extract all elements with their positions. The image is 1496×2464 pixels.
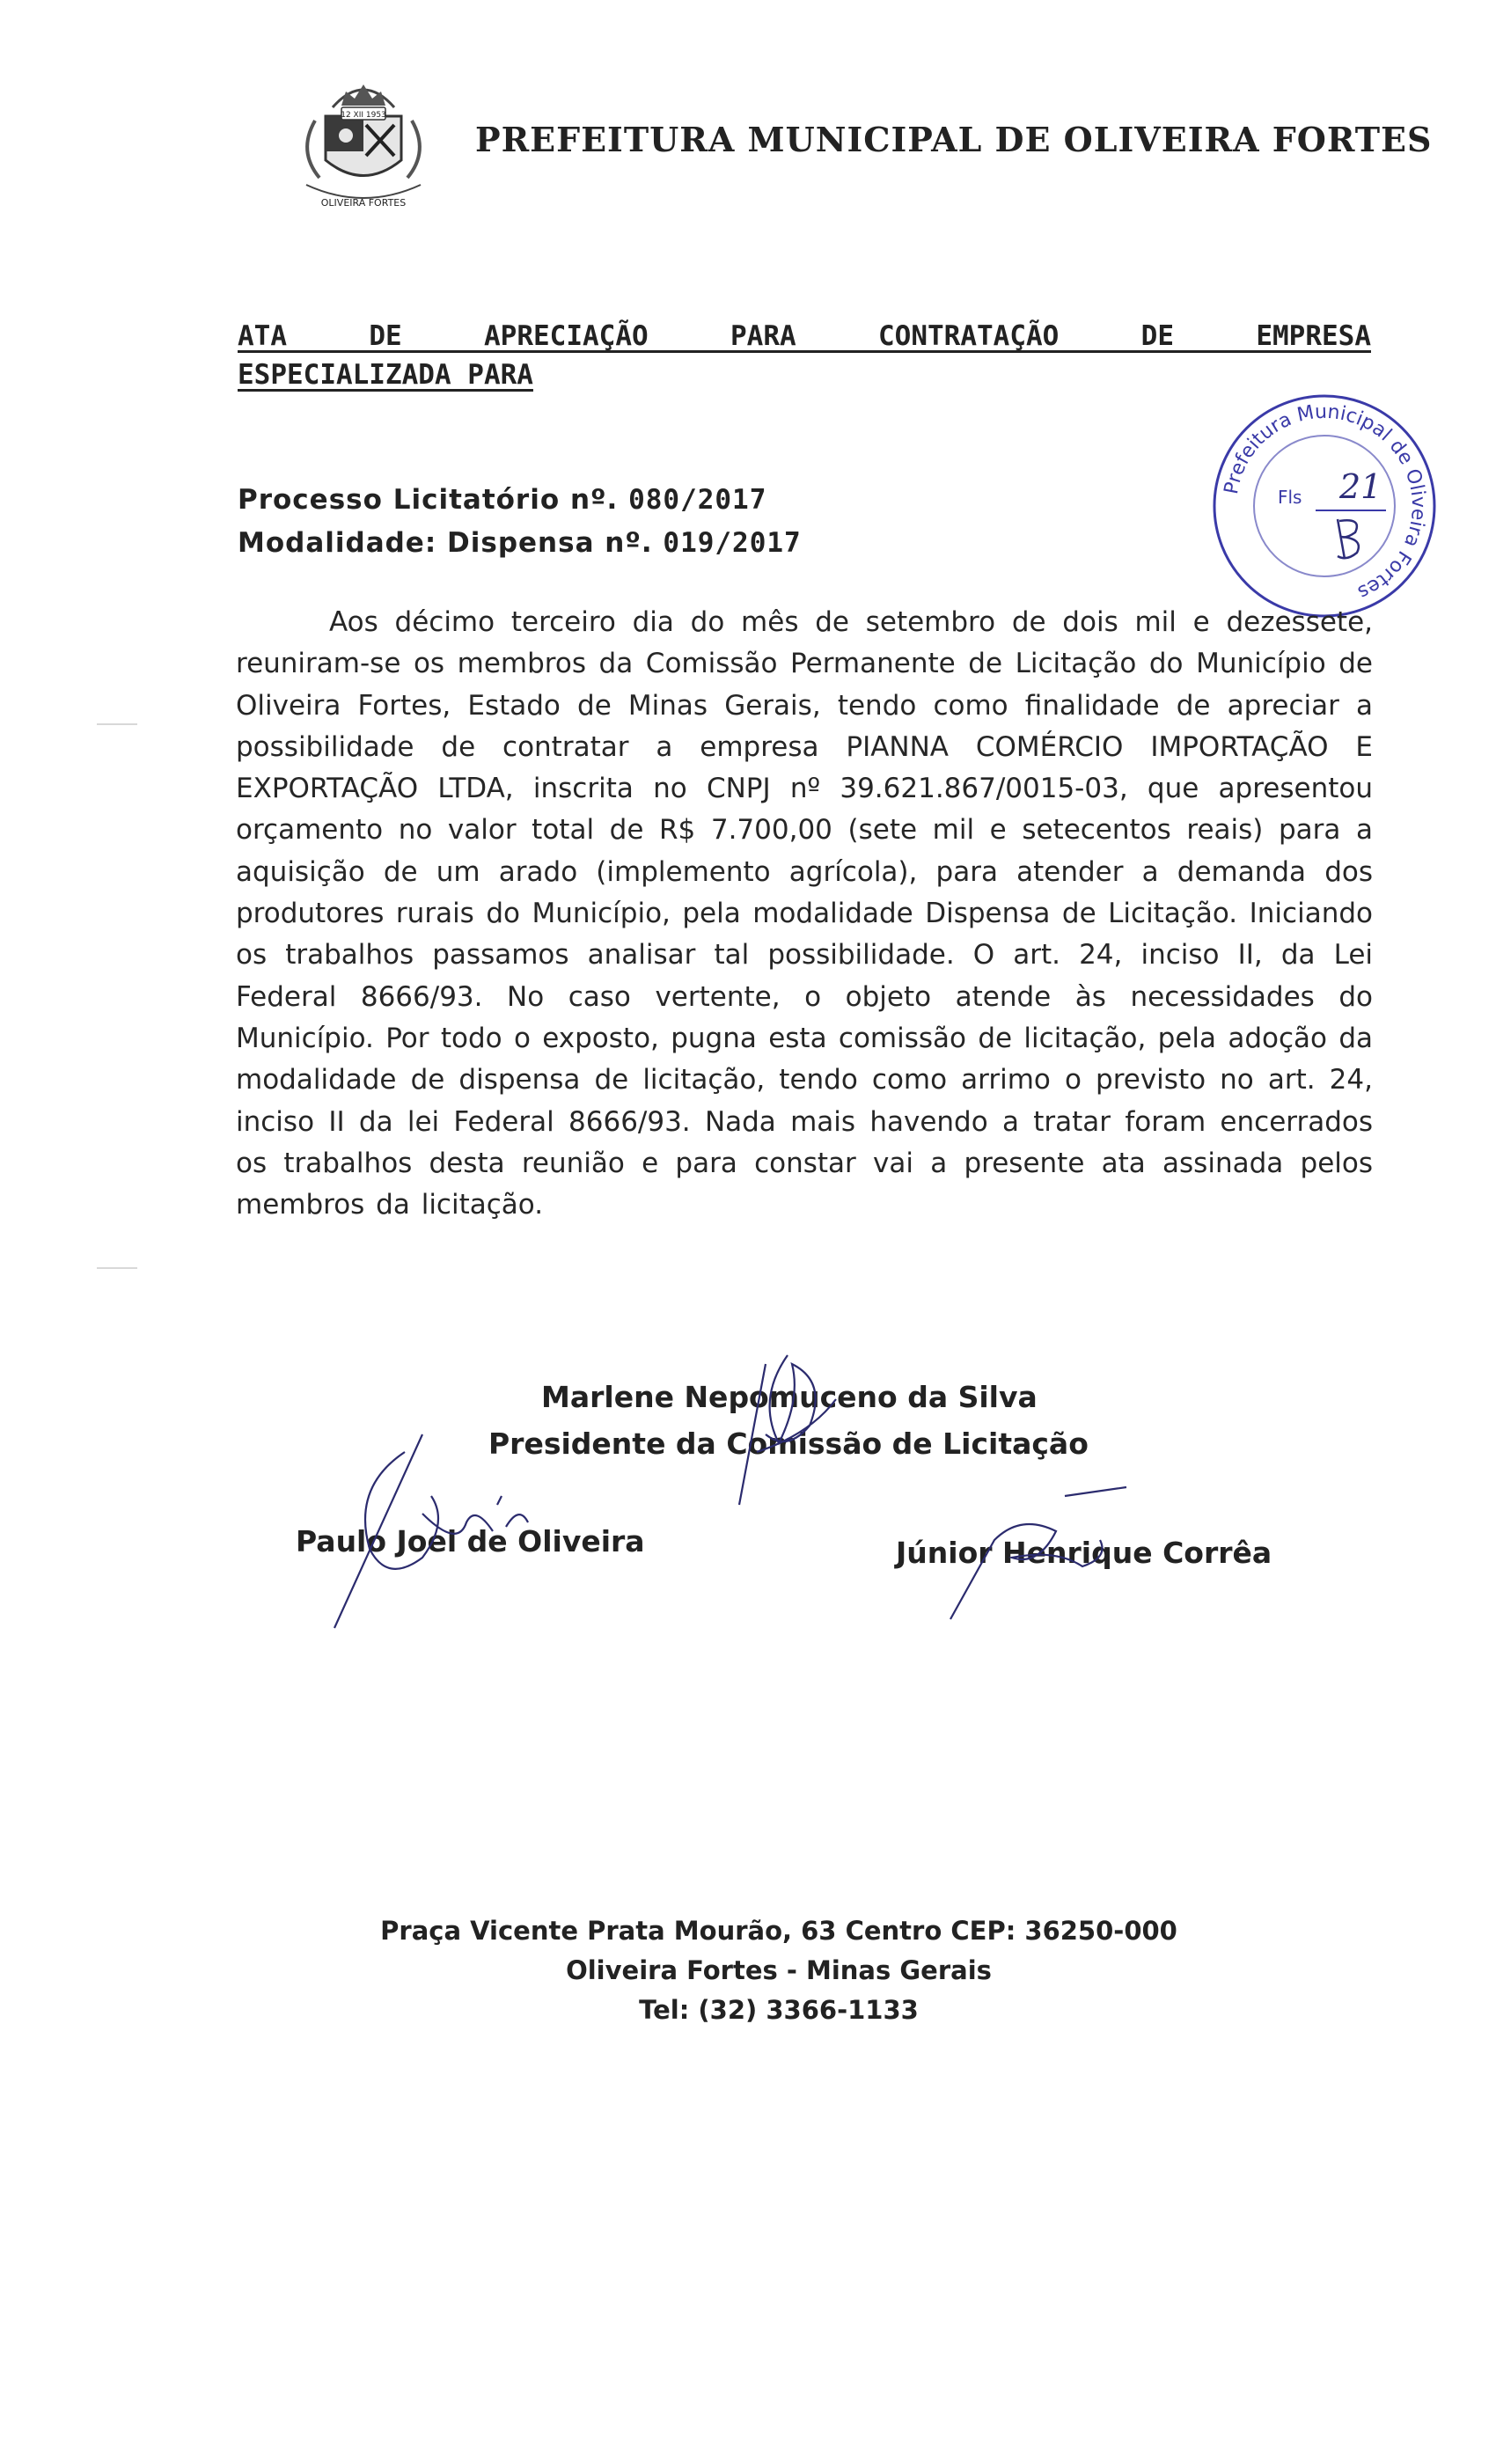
document-title-line2: ESPECIALIZADA PARA — [238, 359, 533, 391]
page-number-stamp — [1206, 387, 1443, 625]
footer-city: Oliveira Fortes - Minas Gerais — [566, 1955, 992, 1985]
municipal-crest — [280, 72, 447, 222]
member2-signature — [933, 1461, 1144, 1637]
footer — [0, 1911, 1496, 2030]
process-line — [238, 479, 802, 522]
stamp-ring-text: Prefeitura Municipal de Oliveira Fortes — [1220, 400, 1430, 604]
member1-name: Paulo Joel de Oliveira — [296, 1524, 645, 1558]
modality-label: Modalidade: Dispensa nº. — [238, 527, 653, 559]
modality-line — [238, 522, 802, 565]
document-title-line1: ATA DE APRECIAÇÃO PARA CONTRATAÇÃO DE EMPRESA — [238, 320, 1371, 352]
modality-number: 019/2017 — [663, 527, 802, 559]
footer-address: Praça Vicente Prata Mourão, 63 Centro CEP: 36250-000 — [380, 1916, 1177, 1946]
process-info — [238, 479, 802, 565]
body-paragraph: Aos décimo terceiro dia do mês de setembro de dois mil e dezessete, reuniram-se os membros da Comissão Permanente de Licitação do Município de Oliveira Fortes, Estado de Minas Gerais, tendo como finalidade de apreciar a possibilidade de contratar a empresa PIANNA COMÉRCIO IMPORTAÇÃO E EXPORTAÇÃO LTDA, inscrita no CNPJ nº 39.621.867/0015-03, que apresentou orçamento no valor total de R$ 7.700,00 (sete mil e setecentos reais) para a aquisição de um arado (implemento agrícola), para atender a demanda dos produtores rurais do Município, pela modalidade Dispensa de Licitação. Iniciando os trabalhos passamos analisar tal possibilidade. O art. 24, inciso II, da Lei Federal 8666/93. No caso vertente, o objeto atende às necessidades do Município. Por todo o exposto, pugna esta comissão de licitação, pela adoção da modalidade de dispensa de licitação, tendo como arrimo o previsto no art. 24, inciso II da lei Federal 8666/93. Nada mais havendo a tratar foram encerrados os trabalhos desta reunião e para constar vai a presente ata assinada pelos membros da licitação. — [236, 606, 1373, 1221]
process-number: 080/2017 — [628, 484, 767, 516]
crest-name: OLIVEIRA FORTES — [320, 197, 407, 209]
president-role: Presidente da Comissão de Licitação — [488, 1426, 1089, 1461]
stamp-label: Fls — [1278, 487, 1302, 508]
header-title: PREFEITURA MUNICIPAL DE OLIVEIRA FORTES — [475, 120, 1433, 159]
president-signature — [704, 1346, 862, 1522]
crest-date: 12 XII 1953 — [341, 111, 386, 120]
member1-signature — [317, 1417, 546, 1637]
process-label: Processo Licitatório nº. — [238, 484, 619, 516]
document-title — [238, 317, 1382, 394]
scan-mark — [97, 723, 137, 725]
member2-name: Júnior Henrique Corrêa — [896, 1536, 1272, 1570]
president-name: Marlene Nepomuceno da Silva — [541, 1380, 1038, 1414]
stamp-page-number: 21 — [1339, 467, 1382, 506]
footer-phone: Tel: (32) 3366-1133 — [639, 1995, 919, 2025]
scan-mark — [97, 1267, 137, 1269]
